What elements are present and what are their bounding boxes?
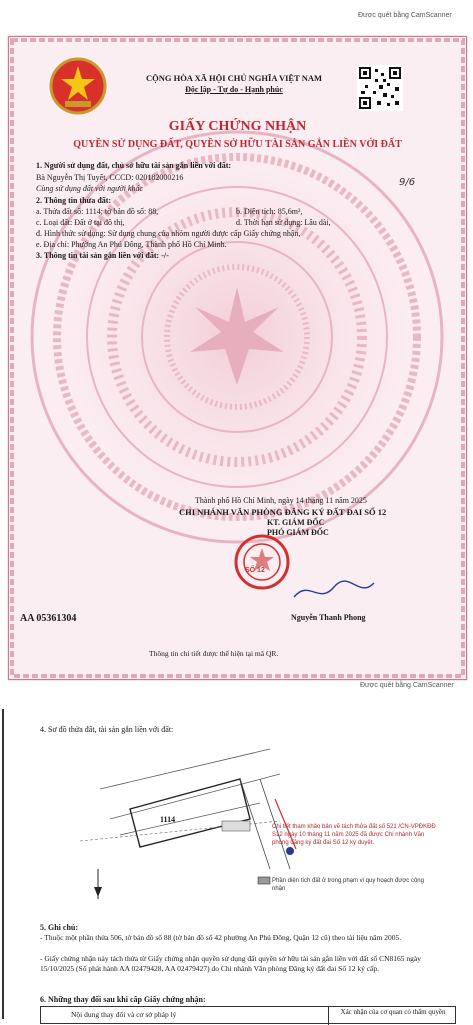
signature-scribble (289, 577, 379, 607)
signer-name: Nguyễn Thanh Phong (291, 613, 366, 622)
table-divider (328, 1007, 329, 1025)
section5-heading: 5. Ghi chú: (40, 923, 79, 932)
page-edge (2, 709, 4, 1019)
parcel-number-label: 1114 (160, 815, 176, 824)
section2-heading: 2. Thông tin thửa đất: (36, 196, 112, 205)
parcel-address: e. Địa chỉ: Phường An Phú Đông, Thành phố Hồ Chí Minh. (36, 240, 227, 249)
note-origin: - Thuộc một phần thửa 506, tờ bản đồ số 88 (tờ bản đồ số 42 phường An Phú Đông, Quận 12 cũ) theo tài liệu năm 2005. (40, 933, 402, 942)
section1-heading: 1. Người sử dụng đất, chủ sở hữu tài sản gắn liền với đất: (36, 161, 232, 170)
official-stamp-icon (233, 533, 291, 591)
co-use-note: Cùng sử dụng đất với người khác (36, 184, 144, 193)
qr-info-note: Thông tin chi tiết được thể hiện tại mã QR. (149, 649, 279, 658)
serial-number: AA 05361304 (20, 613, 77, 624)
country-header: CỘNG HÒA XÃ HỘI CHỦ NGHĨA VIỆT NAM (145, 73, 323, 83)
issuing-office: CHI NHÁNH VĂN PHÒNG ĐĂNG KÝ ĐẤT ĐAI SỐ 12 (179, 507, 387, 517)
owner-name: Bà Nguyễn Thị Tuyết, CCCD: 020182000216 (36, 173, 184, 182)
land-type: c. Loại đất: Đất ở tại đô thị, (36, 218, 125, 227)
certificate-page (8, 36, 467, 680)
camscanner-label-bottom: Được quét bằng CamScanner (360, 682, 454, 689)
section3-heading: 3. Thông tin tài sản gắn liền với đất: -/- (36, 251, 169, 260)
certificate-subtitle: QUYỀN SỬ DỤNG ĐẤT, QUYỀN SỞ HỮU TÀI SẢN GẮN LIỀN VỚI ĐẤT (73, 139, 402, 150)
map-legend-note: Phần diện tích đất ở trong phạm vi quy hoạch được công nhận (272, 878, 424, 892)
map-reference-note: Chi tiết tham khảo bản vẽ tách thửa đất số 521 /CN-VPĐKĐĐ S12 ngày 10 tháng 11 năm 2025 đã được Chi nhánh Văn phòng đăng ký đất đai Số 12 ký duyệt. (272, 824, 436, 846)
land-term: d. Thời hạn sử dụng: Lâu dài, (236, 218, 331, 227)
note-split: - Giấy chứng nhận này tách thửa từ Giấy chứng nhận quyền sử dụng đất quyền sở hữu tài sản gắn liền với đất số CN8165 ngày 15/10/2025 (Số phát hành AA 02479428, AA 02479427) do Chi nhánh Văn phòng Đăng ký đất đai Số 12 ký cấp. (40, 954, 421, 973)
parcel-number: a. Thửa đất số: 1114; tờ bản đồ số: 88, (36, 207, 159, 216)
certificate-title: GIẤY CHỨNG NHẬN (168, 119, 307, 134)
section6-heading: 6. Những thay đổi sau khi cấp Giấy chứng nhận: (40, 995, 206, 1004)
national-emblem-icon (49, 57, 107, 115)
camscanner-label-top: Được quét bằng CamScanner (358, 12, 452, 19)
place-date: Thành phố Hồ Chí Minh, ngày 14 tháng 11 năm 2025 (195, 496, 367, 505)
deputy-director: PHÓ GIÁM ĐỐC (267, 528, 329, 537)
parcel-area: b. Diện tích: 85,6m², (236, 207, 303, 216)
handwritten-note: 9/6 (399, 177, 416, 188)
table-header-content: Nội dung thay đổi và cơ sở pháp lý (71, 1010, 177, 1019)
table-header-authority: Xác nhận của cơ quan có thẩm quyền (340, 1008, 446, 1016)
qr-code-icon (357, 65, 403, 111)
section4-heading: 4. Sơ đồ thửa đất, tài sản gắn liền với đất: (40, 725, 174, 734)
kt-director: KT. GIÁM ĐỐC (267, 518, 325, 527)
stamp-number: SỐ 12 (245, 567, 265, 574)
changes-table (40, 1006, 456, 1024)
motto: Độc lập - Tự do - Hạnh phúc (185, 85, 283, 94)
usage-form: đ. Hình thức sử dụng: Sử dụng chung của nhóm người được cấp Giấy chứng nhận, (36, 229, 301, 238)
parcel-map-page (0, 703, 473, 1024)
